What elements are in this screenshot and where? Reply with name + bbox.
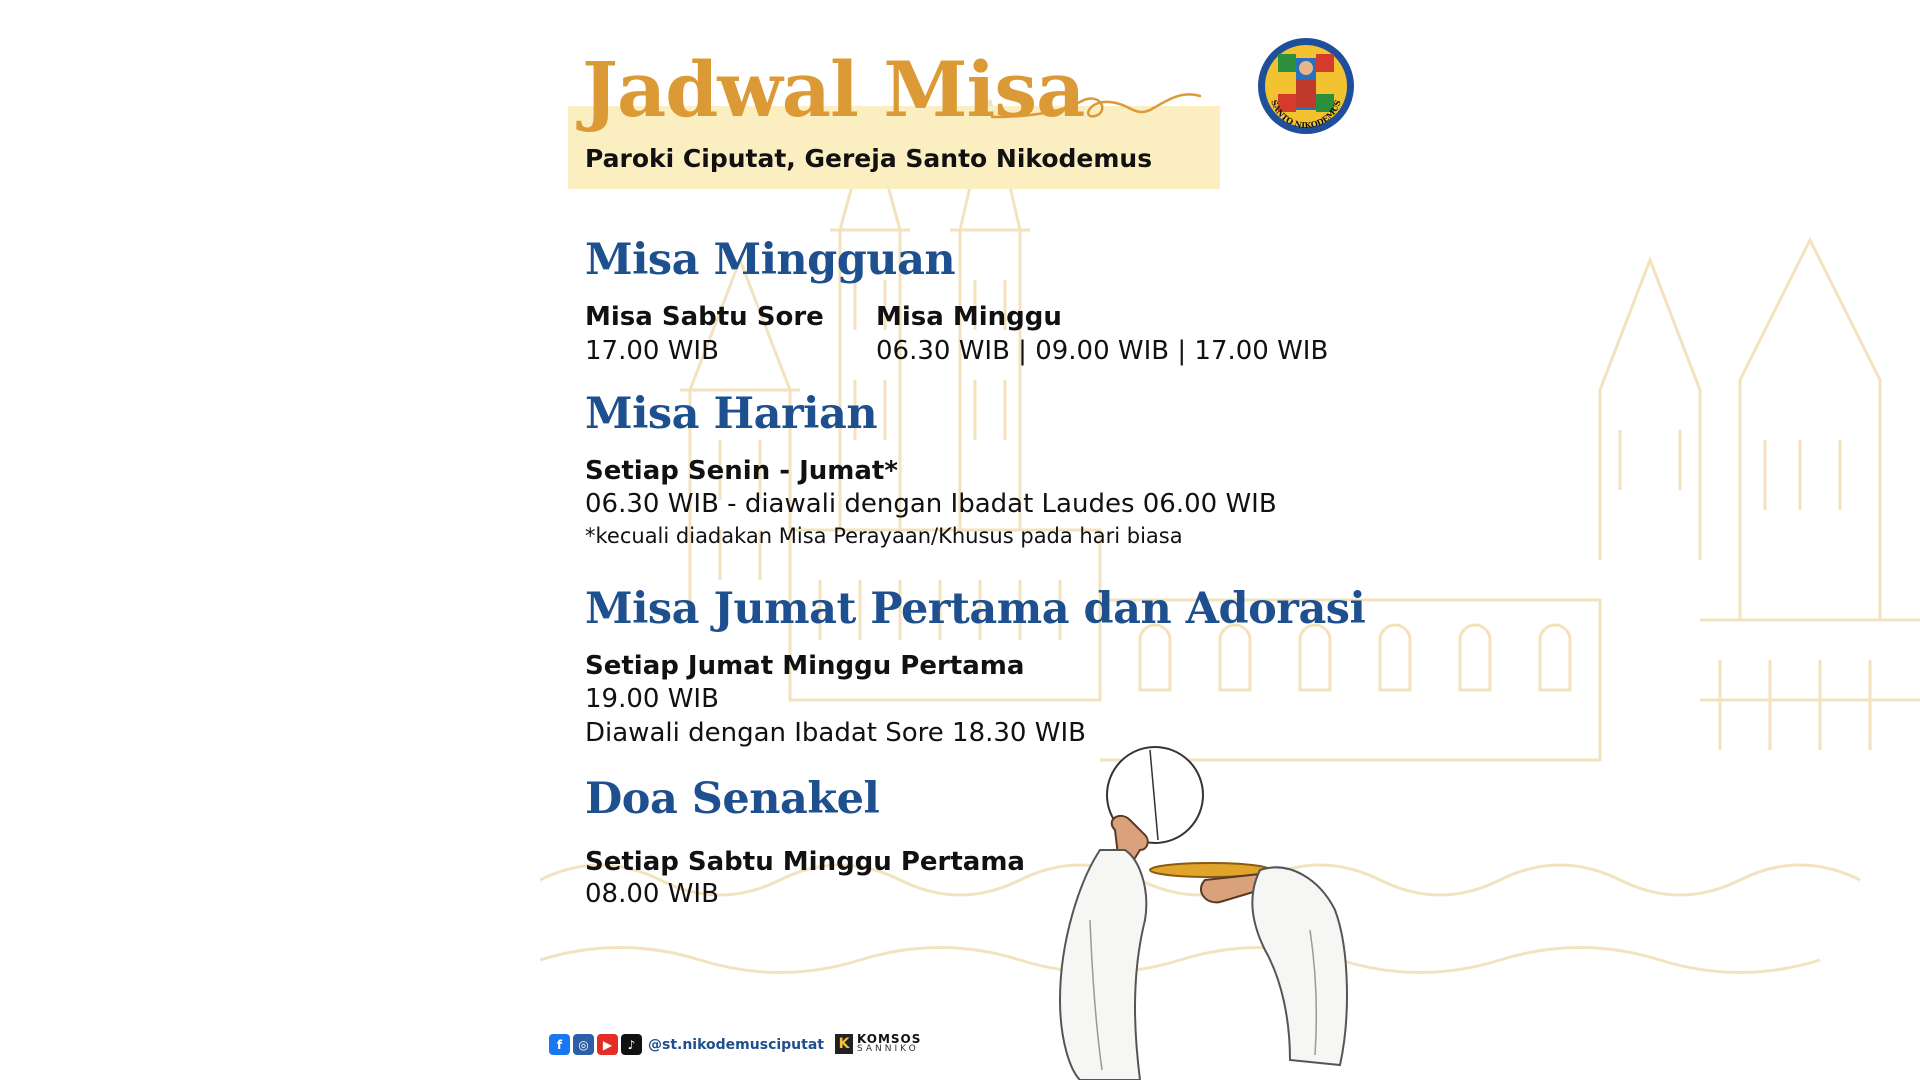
sabtu-time: 17.00 WIB	[585, 336, 719, 366]
sabtu-label: Misa Sabtu Sore	[585, 302, 824, 332]
senakel-label: Setiap Sabtu Minggu Pertama	[585, 847, 1025, 877]
page-subtitle: Paroki Ciputat, Gereja Santo Nikodemus	[585, 144, 1153, 173]
section-title-jumat: Misa Jumat Pertama dan Adorasi	[585, 584, 1366, 634]
jumat-time: 19.00 WIB	[585, 684, 719, 714]
social-handle[interactable]: @st.nikodemusciputat	[648, 1036, 824, 1053]
harian-time: 06.30 WIB - diawali dengan Ibadat Laudes 06.00 WIB	[585, 489, 1277, 519]
host-elevation-illustration	[1020, 740, 1380, 1080]
jumat-extra: Diawali dengan Ibadat Sore 18.30 WIB	[585, 718, 1086, 748]
senakel-time: 08.00 WIB	[585, 879, 719, 909]
youtube-icon[interactable]: ▶	[597, 1034, 618, 1055]
instagram-icon[interactable]: ◎	[573, 1034, 594, 1055]
page-title: Jadwal Misa	[582, 45, 1085, 134]
komsos-mark-icon: K	[835, 1034, 853, 1054]
tiktok-icon[interactable]: ♪	[621, 1034, 642, 1055]
section-title-senakel: Doa Senakel	[585, 774, 880, 824]
harian-note: *kecuali diadakan Misa Perayaan/Khusus pada hari biasa	[585, 524, 1183, 548]
logo-text: SANTO NIKODEMUS	[1269, 98, 1343, 131]
komsos-logo	[835, 1033, 921, 1054]
section-title-harian: Misa Harian	[585, 389, 878, 439]
parish-logo	[1256, 36, 1356, 136]
komsos-line1: KOMSOS	[857, 1032, 922, 1046]
section-title-mingguan: Misa Mingguan	[585, 235, 956, 285]
social-footer	[549, 1034, 824, 1055]
jumat-label: Setiap Jumat Minggu Pertama	[585, 651, 1025, 681]
komsos-line2: SANNIKO	[857, 1044, 919, 1054]
minggu-label: Misa Minggu	[876, 302, 1062, 332]
facebook-icon[interactable]: f	[549, 1034, 570, 1055]
harian-label: Setiap Senin - Jumat*	[585, 456, 898, 486]
flourish-ornament	[990, 82, 1205, 132]
minggu-time: 06.30 WIB | 09.00 WIB | 17.00 WIB	[876, 336, 1329, 366]
